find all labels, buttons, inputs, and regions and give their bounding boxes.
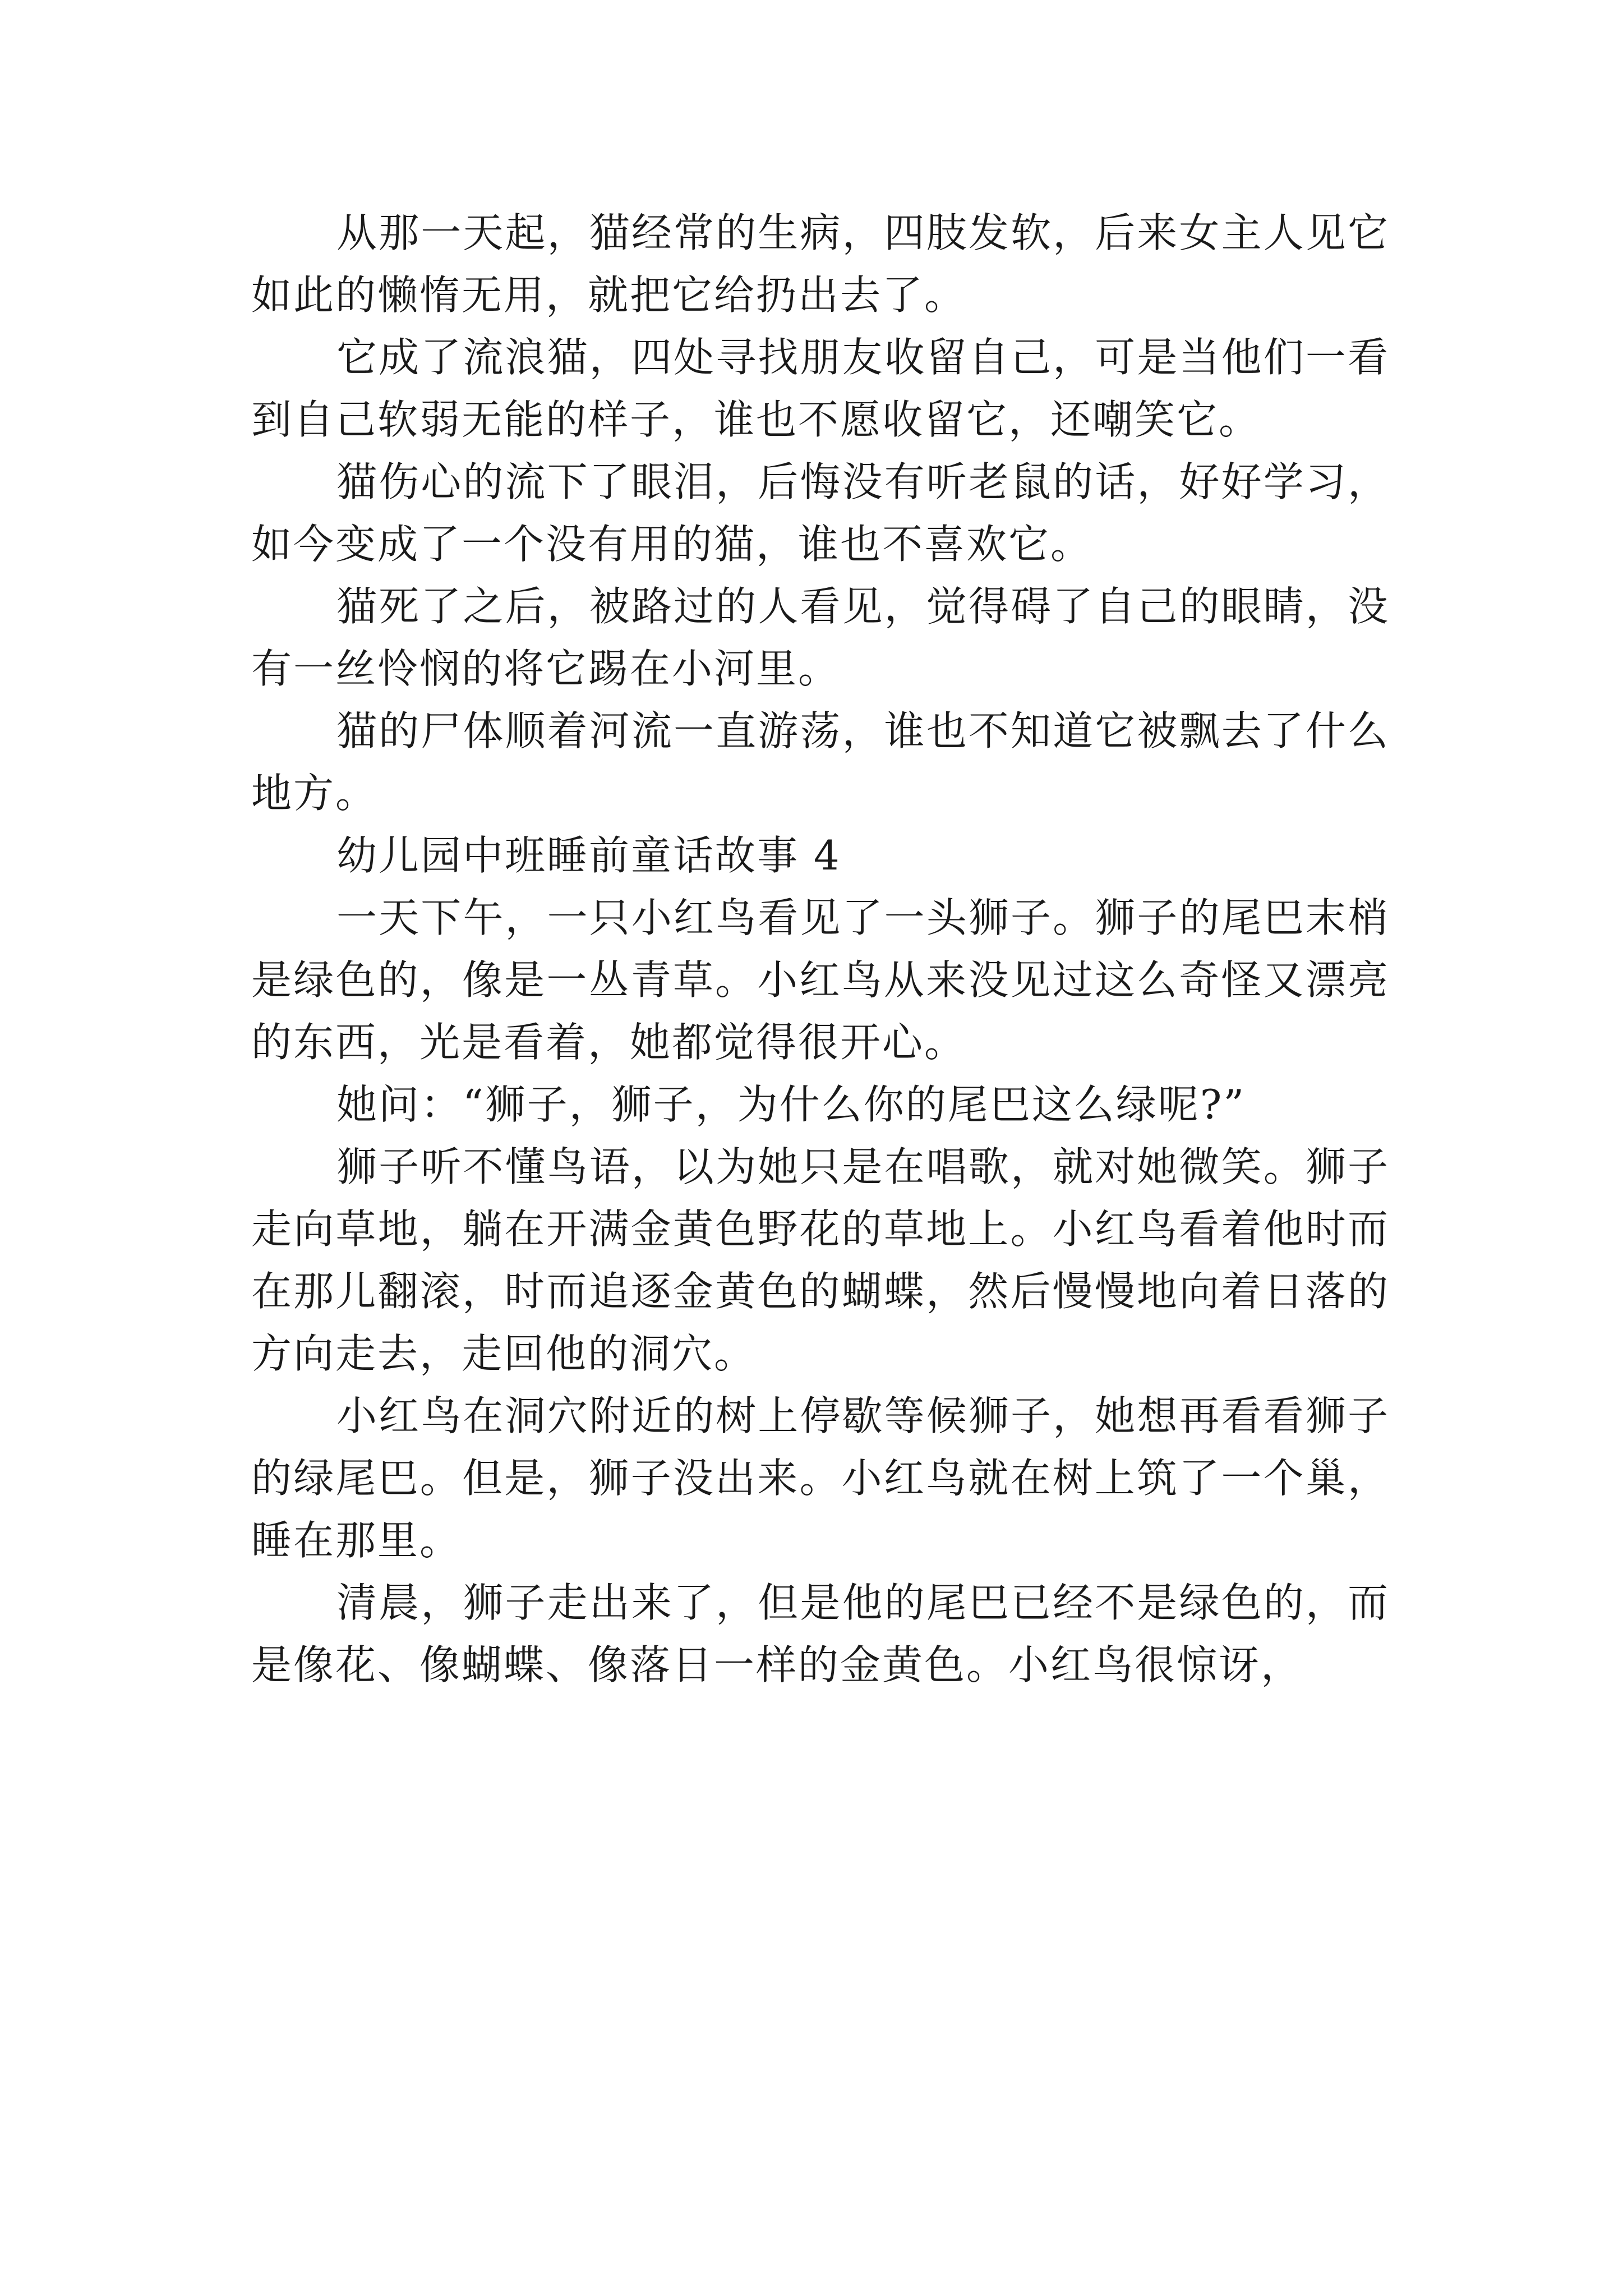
paragraph: 她问：“狮子，狮子，为什么你的尾巴这么绿呢?” <box>336 1081 1246 1128</box>
paragraph: 它成了流浪猫，四处寻找朋友收留自己，可是当他们一看到自己软弱无能的样子，谁也不愿收留它，还嘲笑它。 <box>251 334 1390 443</box>
paragraph: 一天下午，一只小红鸟看见了一头狮子。狮子的尾巴末梢是绿色的，像是一丛青草。小红鸟从来没见过这么奇怪又漂亮的东西，光是看着，她都觉得很开心。 <box>251 894 1390 1066</box>
paragraph: 猫伤心的流下了眼泪，后悔没有听老鼠的话，好好学习，如今变成了一个没有用的猫，谁也不喜欢它。 <box>251 458 1390 568</box>
paragraph: 从那一天起，猫经常的生病，四肢发软，后来女主人见它如此的懒惰无用，就把它给扔出去了。 <box>251 209 1390 319</box>
paragraph: 小红鸟在洞穴附近的树上停歇等候狮子，她想再看看狮子的绿尾巴。但是，狮子没出来。小红鸟就在树上筑了一个巢，睡在那里。 <box>251 1392 1390 1564</box>
document-body <box>251 202 1390 1696</box>
paragraph: 猫死了之后，被路过的人看见，觉得碍了自己的眼睛，没有一丝怜悯的将它踢在小河里。 <box>251 583 1390 692</box>
paragraph: 狮子听不懂鸟语，以为她只是在唱歌，就对她微笑。狮子走向草地，躺在开满金黄色野花的草地上。小红鸟看着他时而在那儿翻滚，时而追逐金黄色的蝴蝶，然后慢慢地向着日落的方向走去，走回他的洞穴。 <box>251 1143 1390 1377</box>
paragraph: 清晨，狮子走出来了，但是他的尾巴已经不是绿色的，而是像花、像蝴蝶、像落日一样的金黄色。小红鸟很惊讶， <box>251 1579 1390 1688</box>
story-heading: 幼儿园中班睡前童话故事 4 <box>336 832 841 879</box>
paragraph: 猫的尸体顺着河流一直游荡，谁也不知道它被飘去了什么地方。 <box>251 707 1390 817</box>
